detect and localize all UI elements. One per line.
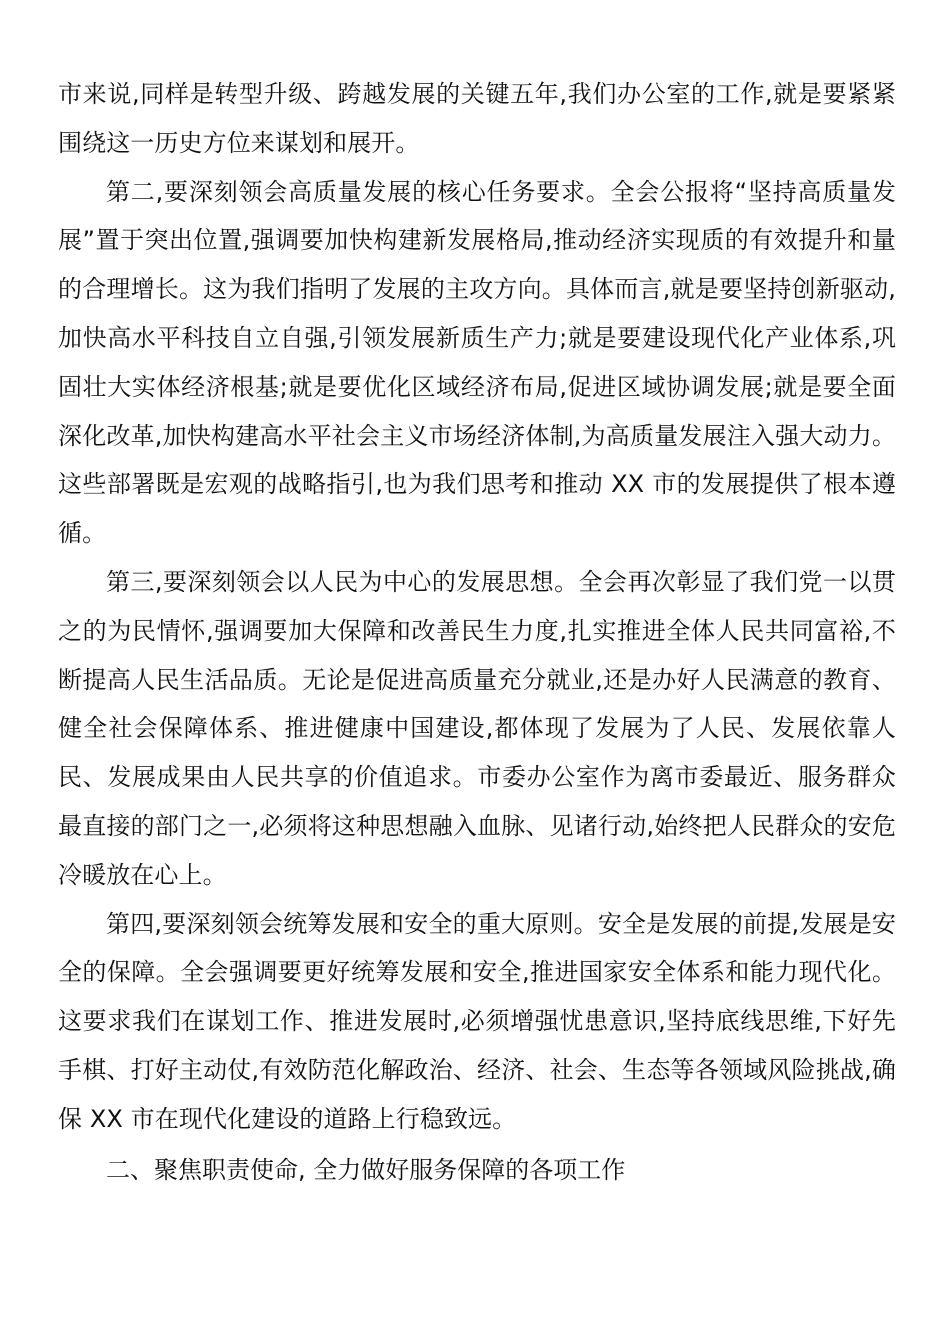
paragraph-fourth-point: 第四,要深刻领会统筹发展和安全的重大原则。安全是发展的前提,发展是安全的保障。全会强调要更好统筹发展和安全,推进国家安全体系和能力现代化。这要求我们在谋划工作、推进发展时,必须增强忧患意识,坚持底线思维,下好先手棋、打好主动仗,有效防范化解政治、经济、社会、生态等各领域风险挑战,确保 XX 市在现代化建设的道路上行稳致远。 [58, 909, 896, 1133]
paragraph-second-point: 第二,要深刻领会高质量发展的核心任务要求。全会公报将“坚持高质量发展”置于突出位置,强调要加快构建新发展格局,推动经济实现质的有效提升和量的合理增长。这为我们指明了发展的主攻方向。具体而言,就是要坚持创新驱动,加快高水平科技自立自强,引领发展新质生产力;就是要建设现代化产业体系,巩固壮大实体经济根基;就是要优化区域经济布局,促进区域协调发展;就是要全面深化改革,加快构建高水平社会主义市场经济体制,为高质量发展注入强大动力。这些部署既是宏观的战略指引,也为我们思考和推动 XX 市的发展提供了根本遵循。 [58, 177, 896, 548]
section-heading: 二、聚焦职责使命, 全力做好服务保障的各项工作 [106, 1155, 626, 1184]
paragraph-third-point: 第三,要深刻领会以人民为中心的发展思想。全会再次彰显了我们党一以贯之的为民情怀,强调要加大保障和改善民生力度,扎实推进全体人民共同富裕,不断提高人民生活品质。无论是促进高质量充分就业,还是办好人民满意的教育、健全社会保障体系、推进健康中国建设,都体现了发展为了人民、发展依靠人民、发展成果由人民共享的价值追求。市委办公室作为离市委最近、服务群众最直接的部门之一,必须将这种思想融入血脉、见诸行动,始终把人民群众的安危冷暖放在心上。 [58, 567, 896, 889]
document-page [58, 70, 896, 1194]
paragraph-continuation: 市来说,同样是转型升级、跨越发展的关键五年,我们办公室的工作,就是要紧紧围绕这一历史方位来谋划和展开。 [58, 80, 896, 157]
